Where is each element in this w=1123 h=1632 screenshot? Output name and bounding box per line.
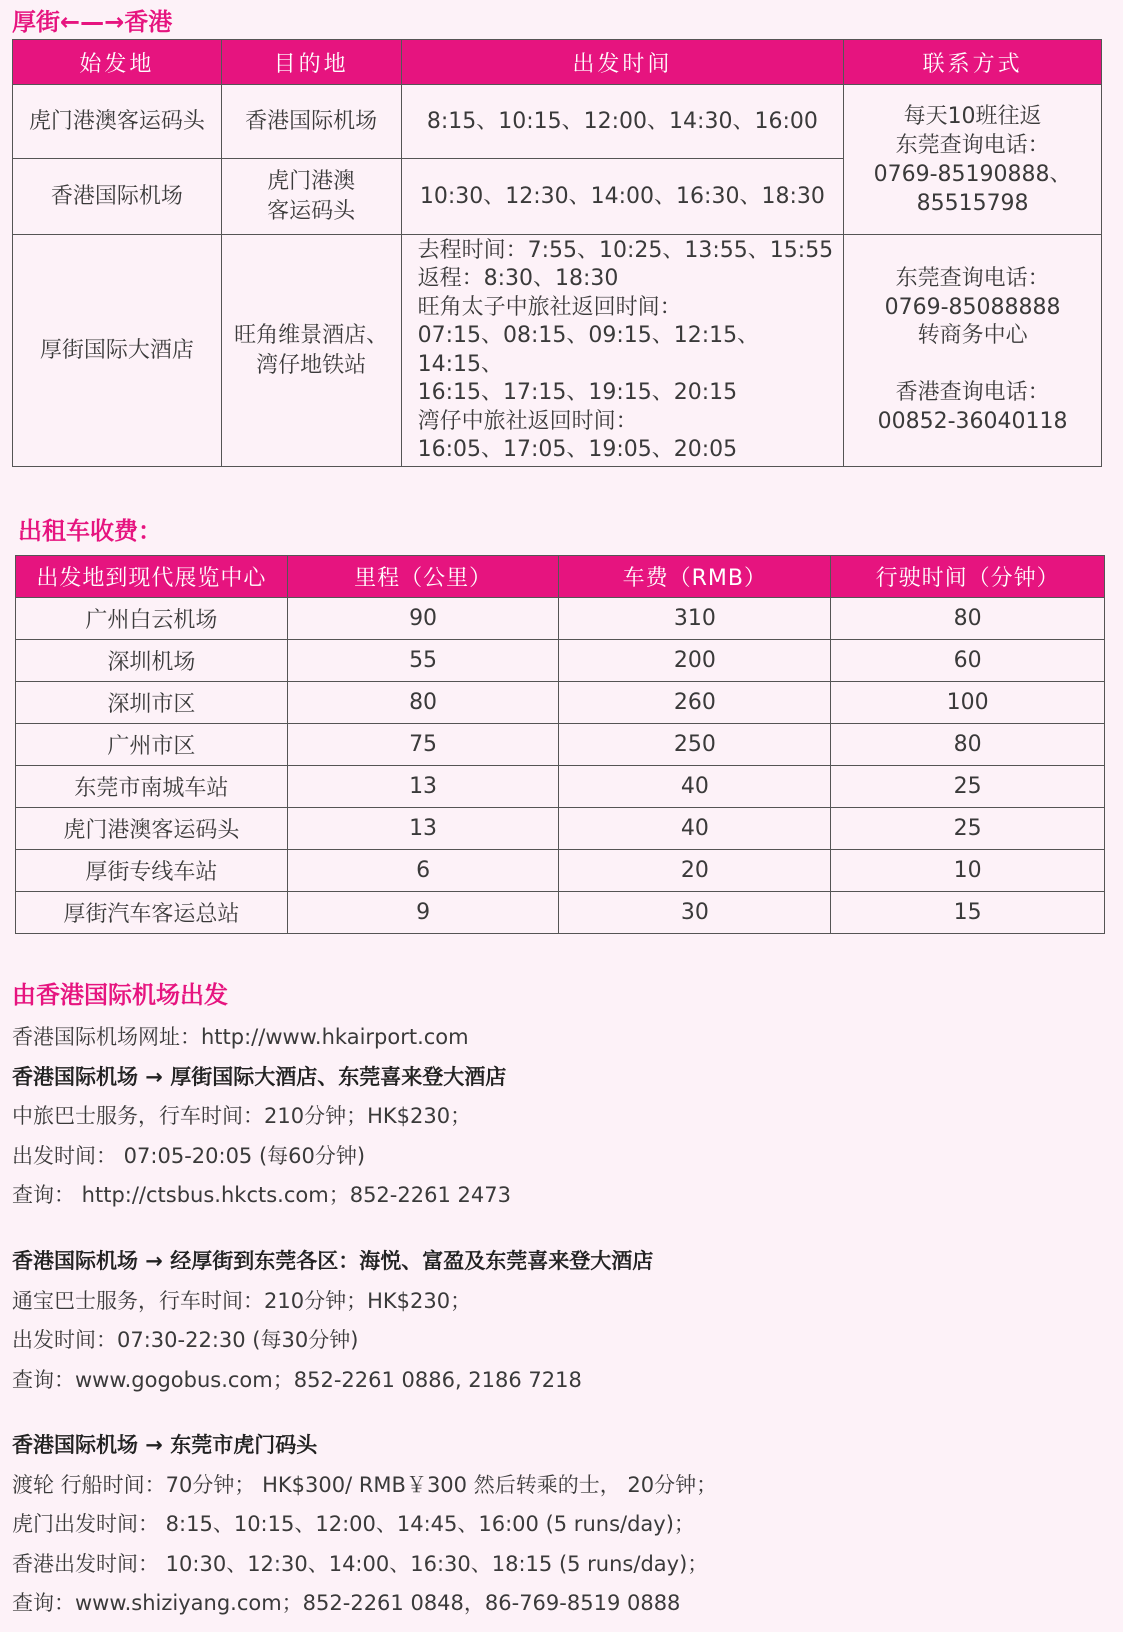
- airport-website: 香港国际机场网址：http://www.hkairport.com: [12, 1025, 469, 1049]
- taxi-origin: 厚街汽车客运总站: [16, 892, 288, 934]
- table-header-row: [16, 556, 1105, 598]
- taxi-fare: 20: [559, 850, 831, 892]
- destination-cell: 香港国际机场: [221, 85, 401, 159]
- destination-line: 客运码头: [267, 198, 356, 224]
- destination-cell: [221, 235, 401, 467]
- route-service: 中旅巴士服务，行车时间：210分钟；HK$230；: [12, 1104, 472, 1128]
- taxi-fare: 40: [559, 766, 831, 808]
- contact-cell: [844, 85, 1102, 235]
- contact-line: 转商务中心: [917, 323, 1028, 348]
- route-title: 香港国际机场 → 东莞市虎门码头: [12, 1433, 318, 1457]
- ferry-info: 渡轮 行船时间：70分钟； HK$300/ RMB￥300 然后转乘的士， 20分钟；: [12, 1472, 718, 1497]
- times-cell: 10:30、12:30、14:00、16:30、18:30: [401, 159, 844, 235]
- route-departure: 出发时间： 07:05-20:05 (每60分钟): [12, 1143, 366, 1168]
- contact-line: 0769-85190888、: [873, 161, 1072, 187]
- taxi-distance: 80: [287, 682, 559, 724]
- times-cell: [401, 235, 844, 467]
- taxi-fare: 260: [559, 682, 831, 724]
- route-title: 香港国际机场 → 经厚街到东莞各区：海悦、富盈及东莞喜来登大酒店: [12, 1249, 654, 1273]
- taxi-origin: 广州市区: [16, 724, 288, 766]
- header-departure-time: 出发时间: [401, 40, 844, 85]
- taxi-origin: 深圳机场: [16, 640, 288, 682]
- header-distance: 里程（公里）: [287, 556, 559, 598]
- taxi-duration: 80: [831, 724, 1105, 766]
- destination-line: 湾仔地铁站: [256, 352, 367, 378]
- times-line: 07:15、08:15、09:15、12:15、14:15、: [417, 323, 760, 377]
- hk-routes-block: [12, 1242, 1112, 1400]
- header-contact: 联系方式: [844, 40, 1102, 85]
- hk-routes-block: [12, 1018, 1112, 1216]
- taxi-fare: 40: [559, 808, 831, 850]
- contact-line: [844, 351, 1101, 380]
- origin-cell: 厚街国际大酒店: [13, 235, 222, 467]
- taxi-origin: 深圳市区: [16, 682, 288, 724]
- contact-line: 香港查询电话：: [895, 380, 1050, 405]
- taxi-origin: 广州白云机场: [16, 598, 288, 640]
- taxi-distance: 75: [287, 724, 559, 766]
- header-origin: 始发地: [13, 40, 222, 85]
- taxi-duration: 25: [831, 766, 1105, 808]
- origin-cell: 香港国际机场: [13, 159, 222, 235]
- contact-line: 00852-36040118: [877, 408, 1068, 434]
- taxi-fare: 30: [559, 892, 831, 934]
- taxi-origin: 东莞市南城车站: [16, 766, 288, 808]
- taxi-origin: 厚街专线车站: [16, 850, 288, 892]
- contact-line: 每天10班往返: [903, 103, 1042, 129]
- destination-line: 虎门港澳: [267, 168, 356, 194]
- hk-routes-block: [12, 1426, 1112, 1624]
- taxi-distance: 13: [287, 808, 559, 850]
- taxi-origin: 虎门港澳客运码头: [16, 808, 288, 850]
- hongkong-departure: 香港出发时间： 10:30、12:30、14:00、16:30、18:15 (5 runs/day)；: [12, 1551, 709, 1576]
- table-row: [16, 724, 1105, 766]
- taxi-fare: 250: [559, 724, 831, 766]
- contact-line: 东莞查询电话：: [895, 132, 1050, 158]
- table-row: [13, 235, 1102, 467]
- taxi-distance: 90: [287, 598, 559, 640]
- table-row: [16, 598, 1105, 640]
- destination-cell: [221, 159, 401, 235]
- contact-line: 0769-85088888: [884, 294, 1061, 320]
- table-row: [16, 766, 1105, 808]
- times-line: 旺角太子中旅社返回时间：: [417, 294, 682, 320]
- taxi-fare: 200: [559, 640, 831, 682]
- contact-line: 85515798: [916, 190, 1029, 216]
- table-row: [16, 850, 1105, 892]
- times-line: 16:15、17:15、19:15、20:15: [417, 380, 738, 405]
- table-row: [16, 640, 1105, 682]
- taxi-fare: 310: [559, 598, 831, 640]
- destination-line: 旺角维景酒店、: [234, 322, 389, 348]
- times-line: 返程：8:30、18:30: [417, 266, 619, 291]
- section-title-houjie-hongkong: 厚街←—→香港: [12, 8, 173, 36]
- route-query: 查询：www.shiziyang.com；852-2261 0848，86-769-8519 0888: [12, 1591, 681, 1615]
- header-duration: 行驶时间（分钟）: [831, 556, 1105, 598]
- taxi-distance: 13: [287, 766, 559, 808]
- taxi-section-title: 出租车收费：: [18, 517, 162, 545]
- route-query: 查询：www.gogobus.com；852-2261 0886, 2186 7218: [12, 1367, 582, 1392]
- table-row: [16, 808, 1105, 850]
- taxi-fare-table: [15, 555, 1105, 934]
- taxi-distance: 9: [287, 892, 559, 934]
- table-row: [16, 892, 1105, 934]
- humen-departure: 虎门出发时间： 8:15、10:15、12:00、14:45、16:00 (5 runs/day)；: [12, 1512, 695, 1536]
- taxi-duration: 80: [831, 598, 1105, 640]
- times-line: 16:05、17:05、19:05、20:05: [417, 437, 738, 462]
- taxi-duration: 15: [831, 892, 1105, 934]
- route-service: 通宝巴士服务，行车时间：210分钟；HK$230；: [12, 1288, 472, 1313]
- hk-section-title: 由香港国际机场出发: [12, 981, 228, 1009]
- table-row: [13, 85, 1102, 159]
- times-cell: 8:15、10:15、12:00、14:30、16:00: [401, 85, 844, 159]
- header-fare: 车费（RMB）: [559, 556, 831, 598]
- header-origin: 出发地到现代展览中心: [16, 556, 288, 598]
- table-header-row: [13, 40, 1102, 85]
- taxi-duration: 25: [831, 808, 1105, 850]
- origin-cell: 虎门港澳客运码头: [13, 85, 222, 159]
- table-row: [16, 682, 1105, 724]
- route-departure: 出发时间：07:30-22:30 (每30分钟): [12, 1328, 359, 1352]
- contact-cell: [844, 235, 1102, 467]
- contact-line: 东莞查询电话：: [895, 266, 1050, 291]
- taxi-duration: 60: [831, 640, 1105, 682]
- taxi-distance: 55: [287, 640, 559, 682]
- header-destination: 目的地: [221, 40, 401, 85]
- times-line: 湾仔中旅社返回时间：: [417, 408, 638, 434]
- taxi-duration: 10: [831, 850, 1105, 892]
- bus-schedule-table: [12, 39, 1102, 467]
- taxi-duration: 100: [831, 682, 1105, 724]
- route-title: 香港国际机场 → 厚街国际大酒店、东莞喜来登大酒店: [12, 1064, 507, 1089]
- taxi-distance: 6: [287, 850, 559, 892]
- route-query: 查询： http://ctsbus.hkcts.com；852-2261 2473: [12, 1183, 511, 1207]
- times-line: 去程时间：7:55、10:25、13:55、15:55: [417, 237, 834, 263]
